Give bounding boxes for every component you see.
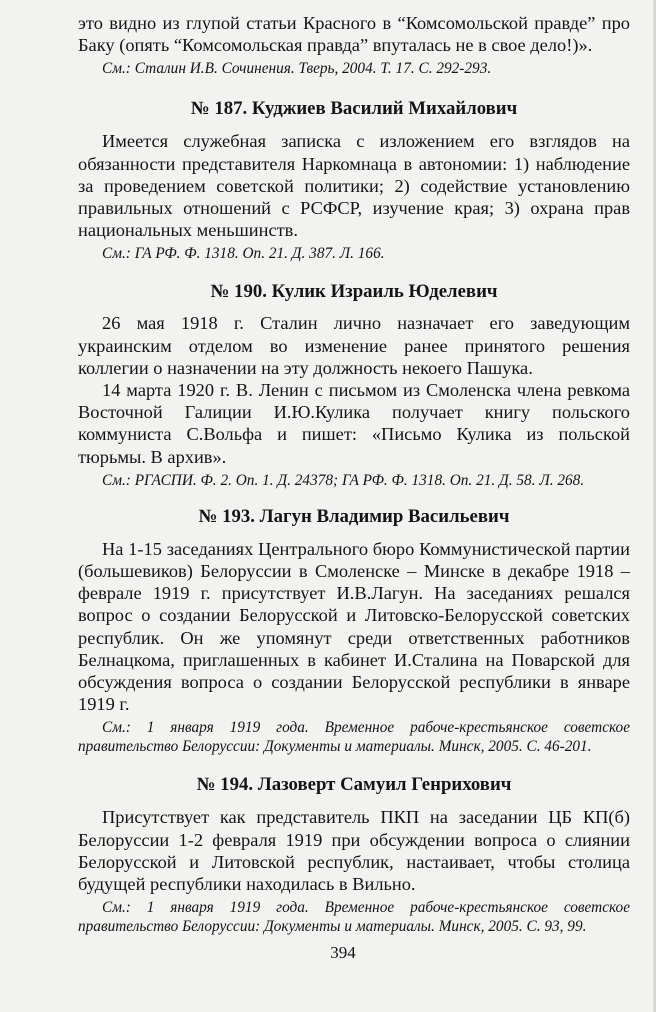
entry-reference-194: См.: 1 января 1919 года. Временное рабоче-крестьянское советское правительство Белоруссии: Документы и материалы. Минск, 2005. С. 93, 99. (78, 899, 630, 936)
entry-heading-193: № 193. Лагун Владимир Васильевич (198, 505, 510, 527)
entry-paragraph-190-1: 26 мая 1918 г. Сталин лично назначает его заведующим украинским отделом во изменение ранее принятого решения коллегии о назначении на эту должность некоего Пашука. (78, 313, 630, 378)
entry-reference-187: См.: ГА РФ. Ф. 1318. Оп. 21. Д. 387. Л. 166. (102, 245, 385, 263)
entry-paragraph-187-1: Имеется служебная записка с изложением его взглядов на обязанности представителя Наркомнаца в автономии: 1) наблюдение за проведением советской политики; 2) содействие установлению правильных отношений с РСФСР, изучение края; 3) охрана прав национальных меньшинств. (78, 131, 630, 241)
entry-paragraph-190-2: 14 марта 1920 г. В. Ленин с письмом из Смоленска члена ревкома Восточной Галиции И.Ю.Кулика получает книгу польского коммуниста С.Вольфа и пишет: «Письмо Кулика из польской тюрьмы. В архив». (78, 380, 630, 467)
entry-heading-187: № 187. Куджиев Василий Михайлович (190, 98, 518, 120)
intro-reference: См.: Сталин И.В. Сочинения. Тверь, 2004. Т. 17. С. 292-293. (102, 60, 492, 78)
entry-heading-190: № 190. Кулик Израиль Юделевич (210, 281, 498, 303)
entry-paragraph-194-1: Присутствует как представитель ПКП на заседании ЦБ КП(б) Белоруссии 1-2 февраля 1919 при обсуждении вопроса о слиянии Белорусской и Литовской республик, настаивает, чтобы столица будущей республики находилась в Вильно. (78, 807, 630, 895)
entry-reference-193: См.: 1 января 1919 года. Временное рабоче-крестьянское советское правительство Белоруссии: Документы и материалы. Минск, 2005. С. 46-201. (78, 719, 630, 756)
intro-paragraph: это видно из глупой статьи Красного в “Комсомольской правде” про Баку (опять “Комсомольская правда” впуталась не в свое дело!)». (78, 13, 630, 56)
entry-heading-194: № 194. Лазоверт Самуил Генрихович (196, 774, 512, 796)
page-number: 394 (330, 943, 356, 962)
entry-paragraph-193-1: На 1-15 заседаниях Центрального бюро Коммунистической партии (большевиков) Белоруссии в Смоленске – Минске в декабре 1918 – феврале 1919 г. присутствует И.В.Лагун. На заседаниях решался вопрос о создании Белорусской и Литовско-Белорусской советских республик. Он же упомянут среди ответственных работников Белнацкома, приглашенных в кабинет И.Сталина на Поварской для обсуждения вопроса о создании Белорусской республики в январе 1919 г. (78, 538, 630, 715)
entry-reference-190: См.: РГАСПИ. Ф. 2. Оп. 1. Д. 24378; ГА РФ. Ф. 1318. Оп. 21. Д. 58. Л. 268. (102, 471, 585, 489)
